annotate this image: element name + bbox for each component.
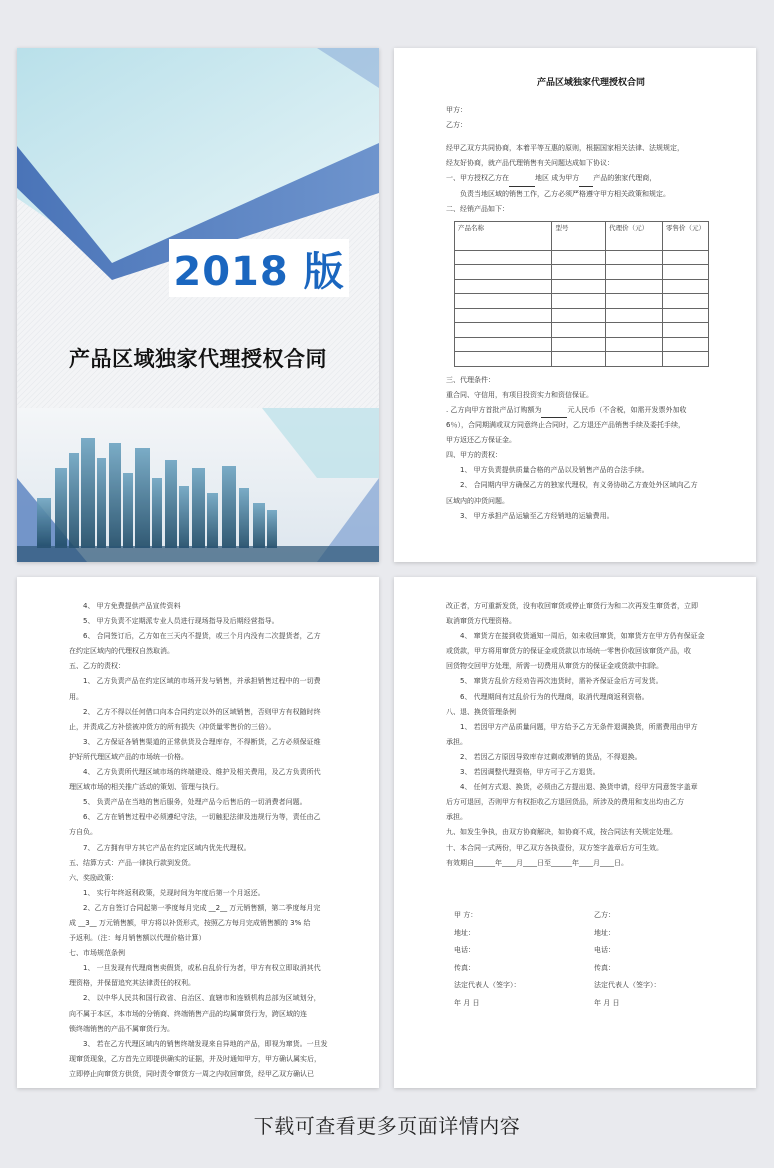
clause-line: 予返利。（注：每月销售额以代理价格计算）: [69, 934, 206, 943]
table-cell: [552, 337, 606, 352]
table-row: [455, 250, 709, 265]
clause-line: 5、 窜货方乱价方经劝告再次违货时，需补齐保证金后方可发货。: [460, 677, 663, 686]
clause-line: 7、 乙方拥有甲方其它产品在约定区域内优先代理权。: [83, 843, 251, 852]
signature-field: 法定代表人（签字）：: [594, 981, 661, 989]
table-cell: [552, 323, 606, 338]
table-cell: [663, 250, 709, 265]
table-cell: [663, 279, 709, 294]
cover-year: 2018 版: [169, 239, 349, 297]
clause-line: 五、乙方的责权：: [69, 662, 125, 671]
table-header: 型号: [552, 221, 606, 250]
cover-illustration: [17, 48, 379, 562]
clause-line: 七、市场规范条例: [69, 949, 125, 958]
clause-line: 5、 负责产品在当地的售后服务，处理产品今后售后的一切消费者问题。: [83, 798, 307, 807]
table-cell: [663, 337, 709, 352]
table-cell: [552, 279, 606, 294]
table-cell: [552, 308, 606, 323]
table-cell: [663, 323, 709, 338]
cover-title: 产品区域独家代理授权合同: [69, 347, 327, 371]
clause-line: 止，并责成乙方补偿被冲货方的所有损失（冲货量零售价的三倍）。: [69, 722, 276, 731]
party-a-label: 甲方：: [446, 106, 467, 115]
clause-line: [446, 171, 736, 186]
signature-field: 电话：: [594, 946, 615, 954]
clause-heading: 三、代理条件：: [446, 375, 495, 384]
clause-line: 八、退、换货管理条例: [446, 707, 516, 716]
intro-line: 经友好协商，就产品代理销售有关问题达成如下协议：: [446, 159, 614, 168]
clause-line: 3、 若因调整代理资格，甲方可于乙方退货。: [460, 768, 600, 777]
table-cell: [663, 308, 709, 323]
blank-underline: [509, 178, 535, 187]
clause-line: 负责当地区域的销售工作，乙方必须严格遵守甲方相关政策和规定。: [460, 189, 670, 198]
clause-line: 1、 若因甲方产品质量问题，甲方给予乙方无条件退调换货，所需费用由甲方: [460, 722, 698, 731]
clause-line: 承担。: [446, 737, 467, 746]
table-cell: [552, 352, 606, 367]
contract-page-2: [17, 577, 379, 1088]
table-row: [455, 337, 709, 352]
clause-text: 产品的独家代理商，: [593, 174, 657, 183]
clause-line: 成 __3__ 万元销售额，甲方将以补货形式，按照乙方每月完成销售额的 3% 给: [69, 918, 311, 927]
signature-field: 乙方：: [594, 911, 615, 919]
download-hint: 下载可查看更多页面详情内容: [253, 1114, 521, 1138]
clause-line: 十、本合同一式两份，甲乙双方各执壹份，双方签字盖章后方可生效。: [446, 843, 663, 852]
clause-line: 理区域市场的相关推广活动的策划、管理与执行。: [69, 783, 223, 792]
contract-page-1: [394, 48, 756, 562]
blank-underline: [579, 178, 593, 187]
clause-line: 五、结算方式：产品一律执行款到发货。: [69, 858, 195, 867]
clause-line: [446, 403, 736, 418]
clause-line: 6、 合同签订后，乙方如在三天内不提货，或三个月内没有二次提货者，乙方: [83, 632, 321, 641]
table-cell: [606, 294, 663, 309]
clause-line: 6、 乙方在销售过程中必须遵纪守法，一切触犯法律及违规行为等，责任由乙: [83, 813, 321, 822]
clause-line: 4、 窜货方在接到收货通知一周后，如未收回窜货，如窜货方在甲方仍有保证金: [460, 632, 705, 641]
clause-line: 方自负。: [69, 828, 97, 837]
table-cell: [606, 352, 663, 367]
clause-line: 六、奖励政策：: [69, 873, 118, 882]
signature-block-party-a: [454, 907, 521, 1012]
table-cell: [455, 323, 552, 338]
signature-field: 电话：: [454, 946, 475, 954]
table-cell: [552, 294, 606, 309]
table-row: [455, 352, 709, 367]
table-cell: [455, 337, 552, 352]
table-cell: [606, 323, 663, 338]
table-row: [455, 294, 709, 309]
table-cell: [552, 250, 606, 265]
table-cell: [455, 308, 552, 323]
clause-line: 九、如发生争执，由双方协商解决，如协商不成，按合同法有关规定处理。: [446, 828, 677, 837]
clause-line: 3、 乙方保证各销售渠道的正常供货及合理库存，不得断货，乙方必须保证维: [83, 737, 321, 746]
signature-field: 年 月 日: [454, 998, 480, 1007]
clause-line: 有效期自______年____月____日至______年____月____日。: [446, 858, 628, 867]
table-row: [455, 265, 709, 280]
clause-line: 向不属于本区，本市场的分销商、终端销售产品的均属窜货行为，跨区域的连: [69, 1009, 307, 1018]
table-cell: [606, 279, 663, 294]
table-header: 代理价（元）: [606, 221, 663, 250]
clause-line: 4、 甲方免费提供产品宣传资料: [83, 602, 181, 610]
clause-line: 承担。: [446, 813, 467, 822]
signature-field: 甲 方：: [454, 911, 478, 919]
clause-line: 4、 乙方负责所代理区域市场的终端建设、维护及相关费用，及乙方负责所代: [83, 768, 321, 777]
signature-block-party-b: [594, 907, 661, 1012]
clause-line: 理资格，并保留追究其法律责任的权利。: [69, 979, 195, 988]
table-cell: [455, 294, 552, 309]
signature-field: 法定代表人（签字）：: [454, 981, 521, 989]
table-header: 零售价（元）: [663, 221, 709, 250]
clause-line: 2、 若因乙方原因导致库存过剩或滞销的货品，不得退换。: [460, 752, 642, 761]
clause-line: 4、 任何方式退、换货，必须由乙方提出退、换货申请，经甲方同意签字盖章: [460, 783, 698, 792]
cover-page: [17, 48, 379, 562]
clause-text: 地区 成为甲方: [535, 174, 580, 183]
table-cell: [606, 308, 663, 323]
clause-line: 2、 合同期内甲方确保乙方的独家代理权，有义务协助乙方查处外区域向乙方: [460, 481, 698, 490]
clause-line: 改正者，方可重新发货，没有收回窜货或停止窜货行为和二次再发生窜货者，立即: [446, 602, 698, 610]
clause-line: 3、 若在乙方代理区域内的销售终端发现来自异地的产品，即视为窜货。一旦发: [83, 1039, 328, 1048]
clause-line: 锁终端销售的产品不属窜货行为。: [69, 1024, 174, 1033]
clause-text: . 乙方向甲方首批产品订购额为: [446, 405, 542, 414]
table-cell: [606, 265, 663, 280]
clause-line: 6、 代理期间有过乱价行为的代理商，取消代理商返利资格。: [460, 692, 649, 701]
table-header-row: [455, 221, 709, 250]
table-cell: [455, 279, 552, 294]
table-cell: [552, 265, 606, 280]
table-cell: [606, 337, 663, 352]
clause-line: 用。: [69, 692, 83, 701]
table-cell: [455, 352, 552, 367]
table-row: [455, 323, 709, 338]
clause-heading: 四、甲方的责权：: [446, 451, 502, 460]
clause-line: 5、 甲方负责不定期派专业人员进行现场指导及后期经营指导。: [83, 617, 279, 626]
table-row: [455, 279, 709, 294]
clause-line: 或货款，甲方将用窜货方的保证金或货款以市场统一零售价收回该窜货产品，收: [446, 647, 691, 656]
clause-line: 取消窜货方代理资格。: [446, 617, 516, 626]
intro-line: 经甲乙双方共同协商，本着平等互惠的原则，根据国家相关法律、法规规定，: [446, 144, 684, 153]
clause-line: 立即停止向窜货方供货，同时责令窜货方一周之内收回窜货，经甲乙双方确认已: [69, 1069, 314, 1078]
table-cell: [663, 265, 709, 280]
table-row: [455, 308, 709, 323]
clause-line: 护好所代理区域产品的市场统一价格。: [69, 752, 188, 761]
contract-page-3: [394, 577, 756, 1088]
table-cell: [606, 250, 663, 265]
blank-underline: [541, 409, 567, 418]
signature-field: 传真：: [454, 963, 475, 972]
clause-line: 2、 乙方不得以任何借口向本合同约定以外的区域销售，否则甲方有权随时终: [83, 707, 321, 716]
clause-line: 1、 一旦发现有代理商售卖假货，或私自乱价行为者，甲方有权立即取消其代: [83, 964, 321, 973]
party-b-label: 乙方：: [446, 121, 467, 130]
table-cell: [455, 265, 552, 280]
clause-text: 元人民币（不含税，如需开发票外加收: [567, 405, 687, 414]
clause-line: 6％），合同期满或双方同意终止合同时，乙方退还产品销售手续及委托手续，: [446, 421, 685, 430]
clause-line: 2、乙方自签订合同起第一季度每月完成 __2__ 万元销售额，第二季度每月完: [83, 903, 321, 912]
clause-line: 现窜货现象，乙方首先立即提供确实的证据，并及时通知甲方，甲方确认属实后，: [69, 1054, 321, 1063]
clause-line: 回货物交回甲方处理，所需一切费用从窜货方的保证金或货款中扣除。: [446, 662, 663, 671]
clause-line: 3、 甲方承担产品运输至乙方经销地的运输费用。: [460, 511, 614, 520]
clause-line: 2、 以中华人民共和国行政省、自治区、直辖市和连锁机构总部为区域划分，: [83, 994, 321, 1003]
signature-field: 年 月 日: [594, 998, 620, 1007]
clause-line: 1、 甲方负责提供质量合格的产品以及销售产品的合法手续。: [460, 466, 649, 475]
table-cell: [455, 250, 552, 265]
page-title: 产品区域独家代理授权合同: [536, 78, 645, 88]
products-table: [454, 221, 709, 367]
signature-field: 地址：: [454, 928, 475, 937]
signature-field: 传真：: [594, 963, 615, 972]
table-cell: [663, 352, 709, 367]
clause-text: 一、甲方授权乙方在: [446, 174, 509, 183]
clause-line: 在约定区域内的代理权自然取消。: [69, 647, 174, 656]
table-cell: [663, 294, 709, 309]
table-header: 产品名称: [455, 221, 552, 250]
clause-line: 后方可退回，否则甲方有权拒收乙方退回货品，所涉及的费用和支出均由乙方: [446, 798, 684, 807]
signature-field: 地址：: [594, 928, 615, 937]
clause-heading: 二、经销产品如下：: [446, 204, 509, 213]
clause-line: 区域内的冲货问题。: [446, 496, 509, 505]
clause-line: 甲方返还乙方保证金。: [446, 436, 516, 445]
clause-line: 1、 实行年终返利政策，兑现时间为年度后第一个月返还。: [83, 888, 265, 897]
clause-line: 1、 乙方负责产品在约定区域的市场开发与销售，并承担销售过程中的一切费: [83, 677, 321, 686]
clause-line: 重合同、守信用，有项目投资实力和资信保证。: [446, 390, 593, 399]
